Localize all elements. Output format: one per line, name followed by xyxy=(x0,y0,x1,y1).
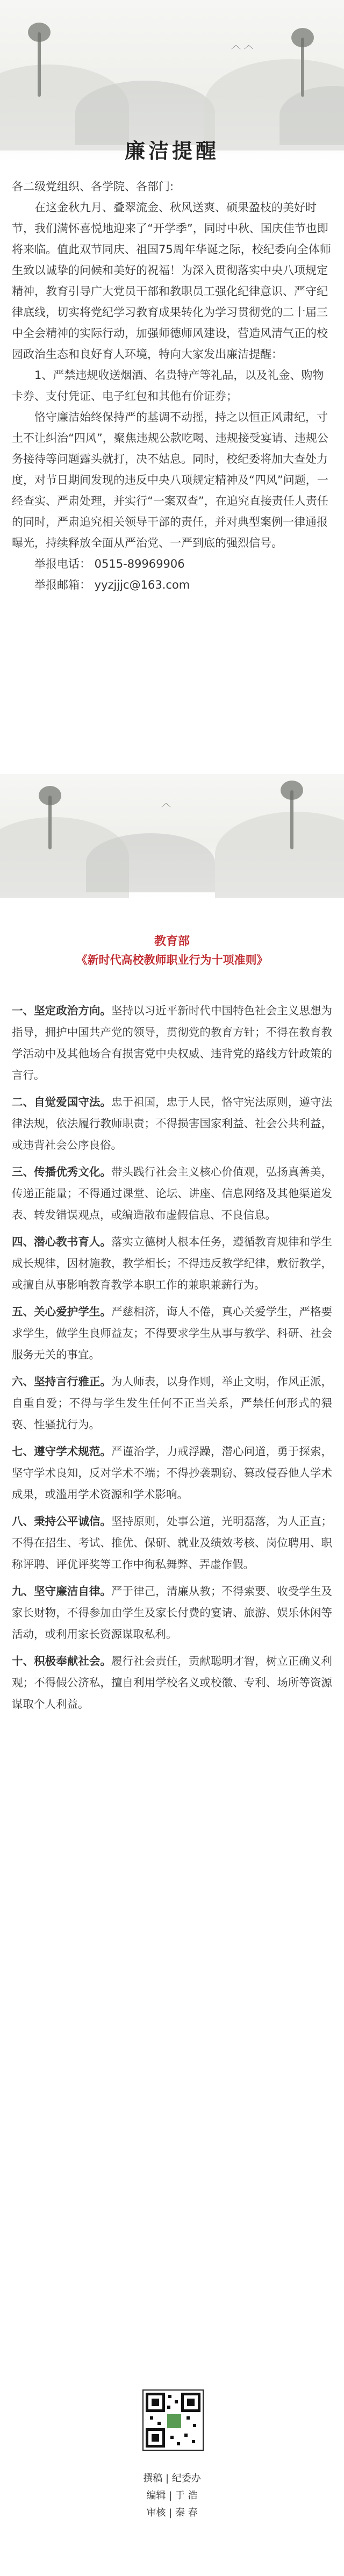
rule-heading: 六、坚持言行雅正。 xyxy=(12,1375,111,1388)
report-phone: 举报电话： 0515-89969906 xyxy=(34,557,185,570)
qr-logo-icon xyxy=(166,2413,182,2429)
rule-body: 带头践行社会主义核心价值观，弘扬真善美，传递正能量；不得通过课堂、论坛、讲座、信息网络及其他渠道发表、转发错误观点，或编造散布虚假信息、不良信息。 xyxy=(12,1165,333,1221)
rule-item xyxy=(12,1441,332,1505)
qr-code[interactable] xyxy=(142,2389,204,2451)
rule-heading: 七、遵守学术规范。 xyxy=(12,1445,111,1458)
rule-body: 坚持原则，处事公道，光明磊落，为人正直；不得在招生、考试、推优、保研、就业及绩效考核、岗位聘用、职称评聘、评优评奖等工作中徇私舞弊、弄虚作假。 xyxy=(12,1515,333,1571)
credit-editor: 编辑 | 于 浩 xyxy=(146,2490,198,2501)
rule-body: 严谨治学，力戒浮躁，潜心问道，勇于探索，坚守学术良知，反对学术不端；不得抄袭剽窃、篡改侵吞他人学术成果，或滥用学术资源和学术影响。 xyxy=(12,1445,333,1501)
rule-item xyxy=(12,1231,332,1296)
reminder-letter xyxy=(12,176,332,596)
rule-item xyxy=(12,1511,332,1575)
rule-heading: 三、传播优秀文化。 xyxy=(12,1165,111,1178)
rule-body: 落实立德树人根本任务，遵循教育规律和学生成长规律，因材施教，教学相长；不得违反教学纪律，敷衍教学，或擅自从事影响教育教学本职工作的兼职兼薪行为。 xyxy=(12,1235,333,1291)
rule-item xyxy=(12,1161,332,1226)
rules-list xyxy=(12,1000,332,1720)
rule-heading: 九、坚守廉洁自律。 xyxy=(12,1585,111,1598)
code-of-conduct-header xyxy=(0,933,344,969)
credits xyxy=(0,2470,344,2522)
rule-heading: 八、秉持公平诚信。 xyxy=(12,1515,111,1528)
salutation: 各二级党组织、各学院、各部门: xyxy=(12,180,174,193)
rule-heading: 二、自觉爱国守法。 xyxy=(12,1096,111,1108)
letter-paragraph: 恪守廉洁始终保持严的基调不动摇，持之以恒正风肃纪，寸土不让纠治“四风”，聚焦违规公款吃喝、违规接受宴请、违规公务接待等问题露头就打，决不姑息。同时，校纪委将加大查处力度，对节日期间发现的违反中央八项规定精神及“四风”问题，一经查实、严肃处理，并实行“一案双查”，在追究直接责任人责任的同时，严肃追究相关领导干部的责任，并对典型案例一律通报曝光，持续释放全面从严治党、一严到底的强烈信号。 xyxy=(12,411,328,549)
rule-body: 忠于祖国，忠于人民，恪守宪法原则，遵守法律法规，依法履行教师职责；不得损害国家利益、社会公共利益，或违背社会公序良俗。 xyxy=(12,1096,333,1151)
document-title: 《新时代高校教师职业行为十项准则》 xyxy=(76,954,268,967)
page-title: 廉洁提醒 xyxy=(124,139,219,163)
rule-body: 坚持以习近平新时代中国特色社会主义思想为指导，拥护中国共产党的领导，贯彻党的教育方针；不得在教育教学活动中及其他场合有损害党中央权威、违背党的路线方针政策的言行。 xyxy=(12,1004,333,1082)
report-email: 举报邮箱： yyzjjjc@163.com xyxy=(34,578,190,591)
top-landscape-banner: ︿ ︿ xyxy=(0,0,344,161)
rule-item xyxy=(12,1580,332,1645)
rule-heading: 五、关心爱护学生。 xyxy=(12,1305,111,1318)
credit-writer: 撰稿 | 纪委办 xyxy=(143,2473,201,2484)
rule-item xyxy=(12,1301,332,1365)
rule-item xyxy=(12,1371,332,1435)
rule-body: 严慈相济，诲人不倦，真心关爱学生，严格要求学生，做学生良师益友；不得要求学生从事与教学、科研、社会服务无关的事宜。 xyxy=(12,1305,333,1361)
middle-landscape-banner: ︿ xyxy=(0,774,344,898)
rule-item xyxy=(12,1650,332,1715)
credit-reviewer: 审核 | 秦 春 xyxy=(146,2507,198,2518)
rule-item xyxy=(12,1091,332,1156)
rule-heading: 四、潜心教书育人。 xyxy=(12,1235,111,1248)
rule-body: 为人师表，以身作则，举止文明，作风正派，自重自爱；不得与学生发生任何不正当关系，严禁任何形式的猥亵、性骚扰行为。 xyxy=(12,1375,333,1431)
department-name: 教育部 xyxy=(154,935,190,948)
rule-heading: 十、积极奉献社会。 xyxy=(12,1655,111,1668)
rule-heading: 一、坚定政治方向。 xyxy=(12,1004,111,1017)
rule-body: 严于律己，清廉从教；不得索要、收受学生及家长财物，不得参加由学生及家长付费的宴请、旅游、娱乐休闲等活动，或利用家长资源谋取私利。 xyxy=(12,1585,333,1641)
rule-item xyxy=(12,1000,332,1086)
letter-paragraph: 1、严禁违规收送烟酒、名贵特产等礼品，以及礼金、购物卡券、支付凭证、电子红包和其他有价证券； xyxy=(12,369,324,403)
rule-body: 履行社会责任，贡献聪明才智，树立正确义利观；不得假公济私，擅自利用学校名义或校徽、专利、场所等资源谋取个人利益。 xyxy=(12,1655,333,1711)
letter-paragraph: 在这金秋九月、叠翠流金、秋风送爽、硕果盈枝的美好时节，我们满怀喜悦地迎来了“开学季”，同时中秋、国庆佳节也即将来临。值此双节同庆、祖国75周年华诞之际，校纪委向全体师生致以诚挚的问候和美好的祝福！为深入贯彻落实中央八项规定精神，教育引导广大党员干部和教职员工强化纪律意识、严守纪律底线，切实将党纪学习教育成果转化为学习贯彻党的二十届三中全会精神的实际行动，加强师德师风建设，营造风清气正的校园政治生态和良好育人环境，特向大家发出廉洁提醒： xyxy=(12,201,331,361)
